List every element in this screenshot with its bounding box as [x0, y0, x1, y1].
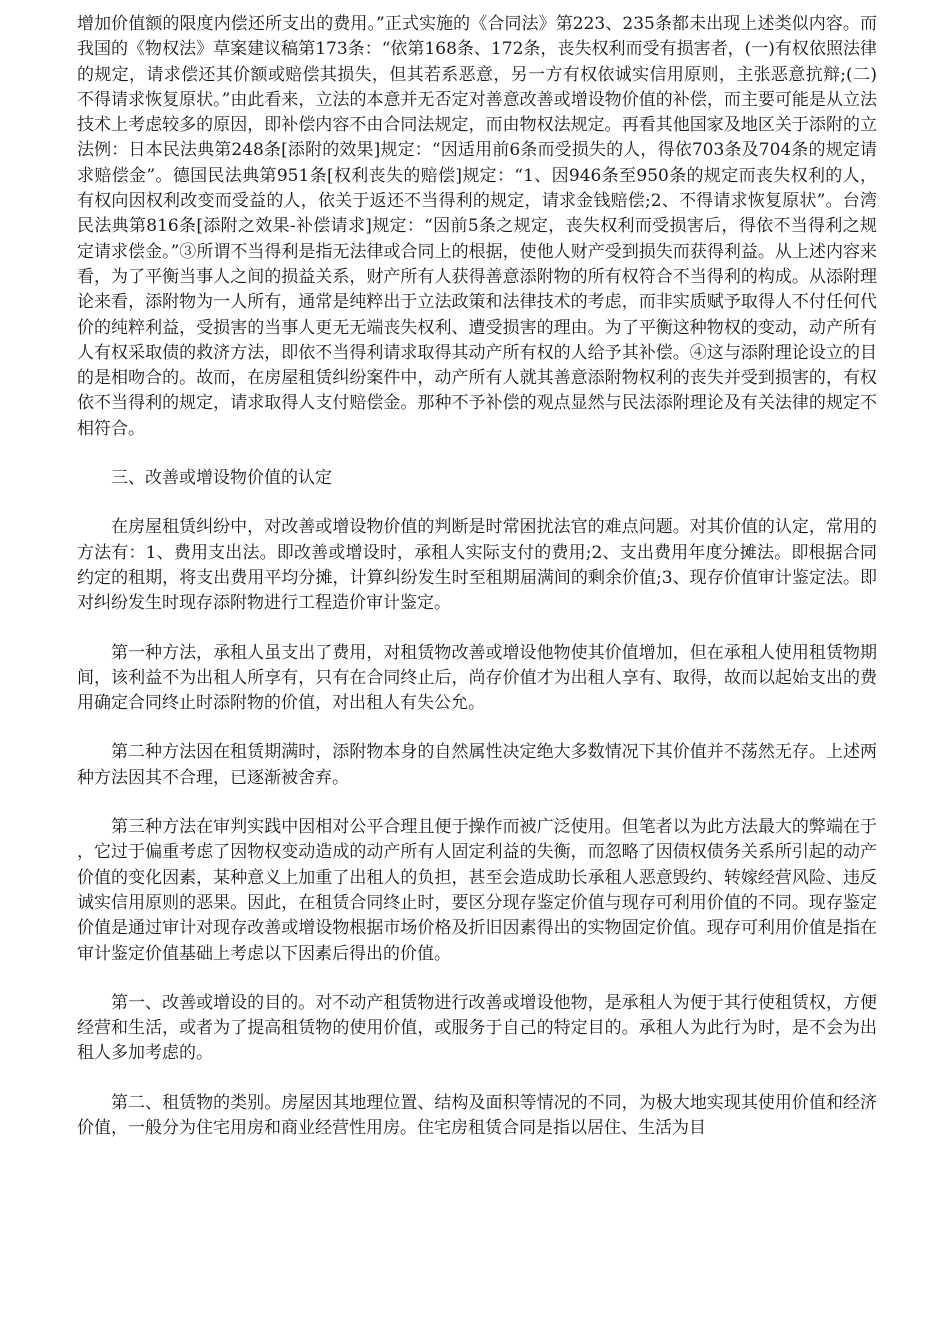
- paragraph: 在房屋租赁纠纷中，对改善或增设物价值的判断是时常困扰法官的难点问题。对其价值的认定，常用的方法有：1、费用支出法。即改善或增设时，承租人实际支付的费用;2、支出费用年度分摊法。即根据合同约定的租期，将支出费用平均分摊，计算纠纷发生时至租期届满间的剩余价值;3、现存价值审计鉴定法。即对纠纷发生时现存添附物进行工程造价审计鉴定。: [77, 517, 877, 614]
- paragraph: 第一种方法，承租人虽支出了费用，对租赁物改善或增设他物使其价值增加，但在承租人使用租赁物期间，该利益不为出租人所享有，只有在合同终止后，尚存价值才为出租人享有、取得，故而以起始支出的费用确定合同终止时添附物的价值，对出租人有失公允。: [77, 642, 877, 714]
- document-page: [77, 12, 877, 1165]
- paragraph: 第一、改善或增设的目的。对不动产租赁物进行改善或增设他物，是承租人为便于其行使租赁权，方便经营和生活，或者为了提高租赁物的使用价值，或服务于自己的特定目的。承租人为此行为时，是不会为出租人多加考虑的。: [77, 992, 877, 1064]
- paragraph: 第二、租赁物的类别。房屋因其地理位置、结构及面积等情况的不同，为极大地实现其使用价值和经济价值，一般分为住宅用房和商业经营性用房。住宅房租赁合同是指以居住、生活为目: [77, 1092, 877, 1138]
- paragraph: 第二种方法因在租赁期满时，添附物本身的自然属性决定绝大多数情况下其价值并不荡然无存。上述两种方法因其不合理，已逐渐被舍弃。: [77, 742, 877, 788]
- section-heading: 三、改善或增设物价值的认定: [111, 468, 332, 489]
- paragraph: 第三种方法在审判实践中因相对公平合理且便于操作而被广泛使用。但笔者以为此方法最大的弊端在于，它过于偏重考虑了因物权变动造成的动产所有人固定利益的失衡，而忽略了因债权债务关系所引起的动产价值的变化因素，某种意义上加重了出租人的负担，甚至会造成助长承租人恶意毁约、转嫁经营风险、违反诚实信用原则的恶果。因此，在租赁合同终止时，要区分现存鉴定价值与现存可利用价值的不同。现存鉴定价值是通过审计对现存改善或增设物根据市场价格及折旧因素得出的实物固定价值。现存可利用价值是指在审计鉴定价值基础上考虑以下因素后得出的价值。: [77, 817, 877, 964]
- paragraph-continuation: 增加价值额的限度内偿还所支出的费用。”正式实施的《合同法》第223、235条都未出现上述类似内容。而我国的《物权法》草案建议稿第173条：“依第168条、172条，丧失权利而受有损害者，(一)有权依照法律的规定，请求偿还其价额或赔偿其损失，但其若系恶意，另一方有权依诚实信用原则，主张恶意抗辩;(二)不得请求恢复原状。”由此看来，立法的本意并无否定对善意改善或增设物价值的补偿，而主要可能是从立法技术上考虑较多的原因，即补偿内容不由合同法规定，而由物权法规定。再看其他国家及地区关于添附的立法例：日本民法典第248条[添附的效果]规定：“因适用前6条而受损失的人，得依703条及704条的规定请求赔偿金”。德国民法典第951条[权利丧失的赔偿]规定：“1、因946条至950条的规定而丧失权利的人，有权向因权利改变而受益的人，依关于返还不当得利的规定，请求金钱赔偿;2、不得请求恢复原状”。台湾民法典第816条[添附之效果-补偿请求]规定：“因前5条之规定，丧失权利而受损害后，得依不当得利之规定请求偿金。”③所谓不当得利是指无法律或合同上的根据，使他人财产受到损失而获得利益。从上述内容来看，为了平衡当事人之间的损益关系，财产所有人获得善意添附物的所有权符合不当得利的构成。从添附理论来看，添附物为一人所有，通常是纯粹出于立法政策和法律技术的考虑，而非实质赋予取得人不付任何代价的纯粹利益，受损害的当事人更无无端丧失权利、遭受损害的理由。为了平衡这种物权的变动，动产所有人有权采取债的救济方法，即依不当得利请求取得其动产所有权的人给予其补偿。④这与添附理论设立的目的是相吻合的。故而，在房屋租赁纠纷案件中，动产所有人就其善意添附物权利的丧失并受到损害的，有权依不当得利的规定，请求取得人支付赔偿金。那种不予补偿的观点显然与民法添附理论及有关法律的规定不相符合。: [77, 14, 877, 439]
